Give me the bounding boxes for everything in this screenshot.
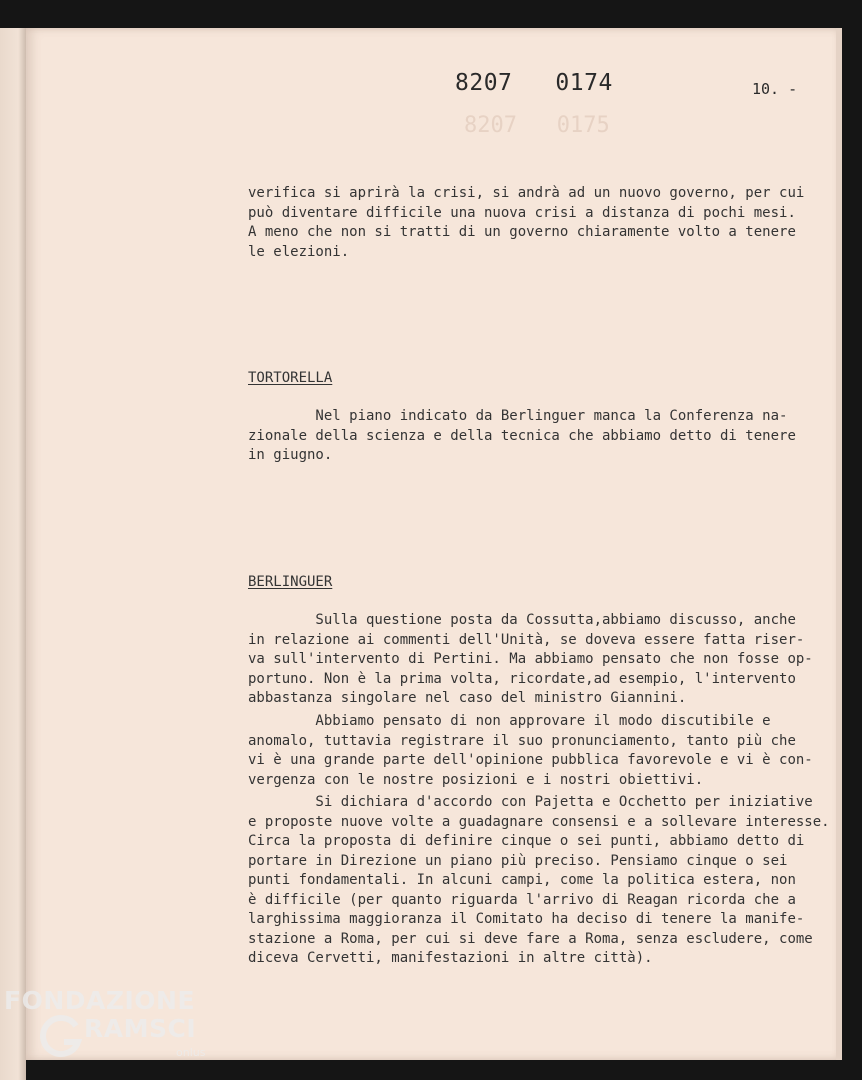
watermark-line-1: FONDAZIONE	[4, 986, 196, 1015]
page-edge	[836, 28, 842, 1060]
fondazione-gramsci-watermark	[4, 986, 214, 1076]
watermark-line-3: onlus	[176, 1046, 206, 1059]
bleed-through-header-numbers: 8207 0175	[464, 113, 610, 138]
paragraph-continuation: verifica si aprirà la crisi, si andrà ad un nuovo governo, per cui può diventare difficile una nuova crisi a distanza di pochi mesi. A meno che non si tratti di un governo chiaramente volto a tenere le elezioni.	[248, 185, 805, 260]
binding-edge	[0, 28, 26, 1080]
paragraph-tortorella: Nel piano indicato da Berlinguer manca la Conferenza na- zionale della scienza e della tecnica che abbiamo detto di tenere in giugno.	[248, 408, 796, 463]
paragraph-berlinguer-1: Sulla questione posta da Cossutta,abbiamo discusso, anche in relazione ai commenti dell'Unità, se doveva essere fatta riser- va sull'intervento di Pertini. Ma abbiamo pensato che non fosse op- portuno. Non è la prima volta, ricordate,ad esempio, l'intervento abbastanza singolare nel caso del ministro Giannini.	[248, 612, 813, 706]
speaker-heading-berlinguer: BERLINGUER	[248, 574, 333, 590]
page-number: 10. -	[752, 80, 798, 98]
speaker-heading-tortorella: TORTORELLA	[248, 370, 333, 386]
watermark-line-2: RAMSCI	[84, 1014, 197, 1043]
paragraph-berlinguer-2: Abbiamo pensato di non approvare il modo discutibile e anomalo, tuttavia registrare il suo pronunciamento, tanto più che vi è una grande parte dell'opinione pubblica favorevole e vi è con- vergenza con le nostre posizioni e i nostri obiettivi.	[248, 713, 813, 788]
archive-reference-numbers: 8207 0174	[455, 70, 613, 96]
gramsci-g-logo-icon	[38, 1014, 84, 1060]
paragraph-berlinguer-3: Si dichiara d'accordo con Pajetta e Occhetto per iniziative e proposte nuove volte a guadagnare consensi e a sollevare interesse. Circa la proposta di definire cinque o sei punti, abbiamo detto di portare in Direzione un piano più preciso. Pensiamo cinque o sei punti fondamentali. In alcuni campi, come la politica estera, non è difficile (per quanto riguarda l'arrivo di Reagan ricorda che a larghissima maggioranza il Comitato ha deciso di tenere la manife- stazione a Roma, per cui si deve fare a Roma, senza escludere, come diceva Cervetti, manifestazioni in altre città).	[248, 794, 830, 966]
